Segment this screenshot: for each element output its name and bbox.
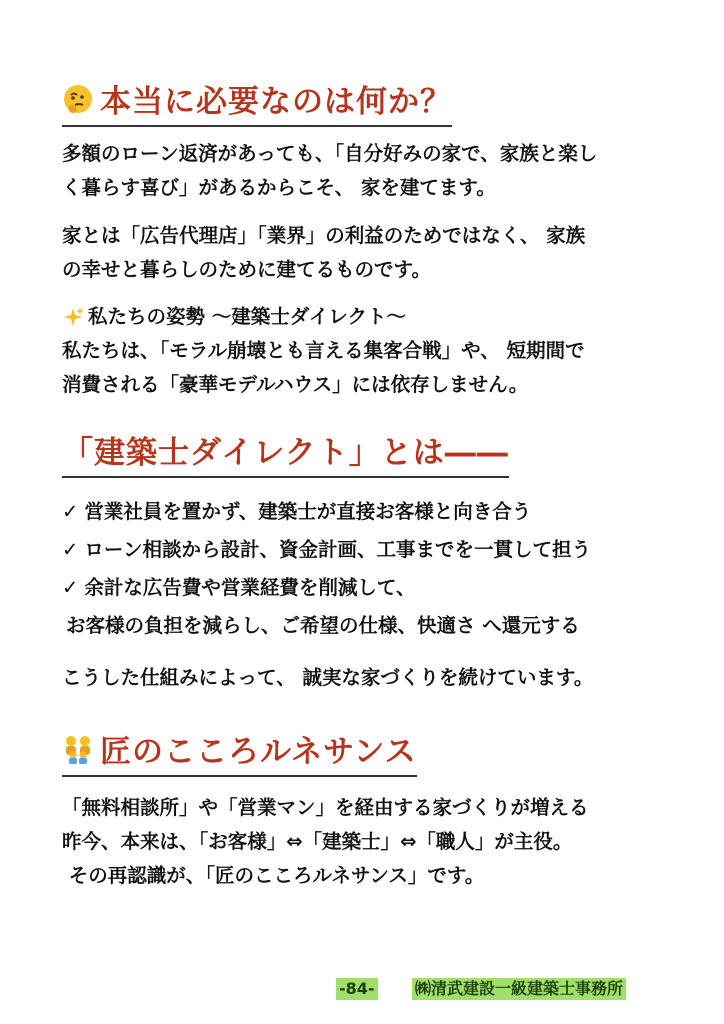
paragraph-3-line-2: 消費される「豪華モデルハウス」には依存しません。 — [62, 373, 529, 396]
section-heading-3-text: 匠のこころルネサンス — [100, 734, 417, 770]
paragraph-1-line-1: 多額のローン返済があっても、「自分好みの家で、家族と楽し — [62, 142, 598, 165]
paragraph-4-line-3: その再認識が、「匠のこころルネサンス」です。 — [62, 864, 485, 887]
check-icon: ✓ — [62, 576, 79, 599]
thinking-face-icon — [62, 83, 94, 115]
checklist-item — [62, 570, 712, 608]
paragraph-4-line-2: 昨今、本来は、「お客様」⇔「建築士」⇔「職人」が主役。 — [62, 830, 573, 853]
check-icon: ✓ — [62, 538, 79, 561]
paragraph-1 — [62, 137, 712, 205]
paragraph-2 — [62, 219, 712, 287]
paragraph-4-line-1: 「無料相談所」や「営業マン」を経由する家づくりが増える — [62, 796, 589, 819]
checklist-item-continuation: お客様の負担を減らし、ご希望の仕様、快適さ へ還元する — [66, 614, 580, 637]
checklist-item — [62, 494, 712, 532]
section-heading-1-text: 本当に必要なのは何か？ — [100, 84, 452, 120]
paragraph-2-line-2: の幸せと暮らしのために建てるものです。 — [62, 258, 431, 281]
paragraph-2-line-1: 家とは「広告代理店」「業界」の利益のためではなく、 家族 — [62, 224, 586, 247]
section-heading-3 — [62, 726, 417, 777]
paragraph-3 — [62, 300, 712, 402]
company-name: ㈱清武建設一級建築士事務所 — [412, 978, 626, 1000]
section-heading-2-text: 「建築士ダイレクト」とは―― — [62, 435, 509, 471]
subheading — [62, 300, 712, 334]
checklist-item-text: 余計な広告費や営業経費を削減して、 — [84, 576, 416, 599]
paragraph-1-line-2: く暮らす喜び」があるからこそ、 家を建てます。 — [62, 176, 496, 199]
closing-paragraph — [62, 661, 712, 695]
checklist — [62, 494, 712, 646]
section-heading-2 — [62, 427, 509, 478]
paragraph-3-line-1: 私たちは、「モラル崩壊とも言える集客合戦」や、 短期間で — [62, 339, 585, 362]
checklist-item-text: 営業社員を置かず、建築士が直接お客様と向き合う — [84, 500, 532, 523]
checklist-item — [62, 532, 712, 570]
check-icon: ✓ — [62, 500, 79, 523]
closing-line: こうした仕組みによって、 誠実な家づくりを続けています。 — [62, 666, 594, 689]
page-number: -84- — [336, 978, 378, 1000]
section-heading-1 — [62, 76, 452, 127]
checklist-item-text: ローン相談から設計、資金計画、工事までを一貫して担う — [84, 538, 591, 561]
sparkles-icon — [62, 306, 84, 328]
subheading-text: 私たちの姿勢 ～建築士ダイレクト～ — [88, 305, 407, 328]
paragraph-4 — [62, 791, 712, 893]
family-icon — [62, 733, 94, 765]
